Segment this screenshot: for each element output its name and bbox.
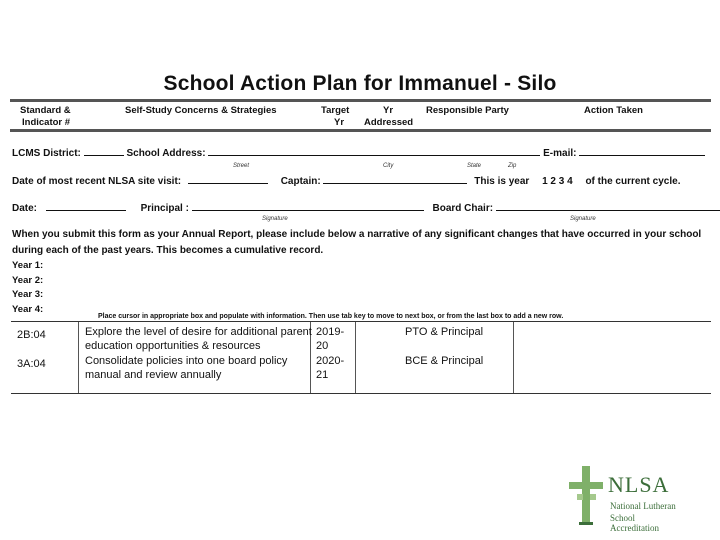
row1-concern-line1[interactable]: Explore the level of desire for additional parent [85,326,312,338]
column-divider [78,322,79,393]
city-caption: City [383,163,394,169]
year-3-label[interactable]: Year 3: [12,289,44,300]
header-indicator: Indicator # [22,117,71,128]
board-chair-signature-field[interactable] [496,202,720,211]
row1-indicator[interactable]: 2B:04 [17,329,46,341]
header-target: Target [321,105,350,116]
row1-target-line2[interactable]: 20 [316,340,329,352]
header-responsible: Responsible Party [426,105,509,116]
address-field[interactable] [208,147,540,156]
action-plan-table [11,321,711,394]
cycle-label: of the current cycle. [585,176,681,187]
form-line-visit [12,175,680,187]
principal-label: Principal : [140,203,189,214]
row1-target-line1[interactable]: 2019- [316,326,345,338]
address-label: School Address: [126,148,206,159]
district-label: LCMS District: [12,148,81,159]
district-field[interactable] [84,147,124,156]
header-addressed: Addressed [364,117,414,128]
date-label: Date: [12,203,38,214]
year-4-label[interactable]: Year 4: [12,303,44,315]
email-label: E-mail: [543,148,577,159]
row2-responsible-party[interactable]: BCE & Principal [405,355,484,367]
logo-line2: School Accreditation [610,513,659,533]
header-standard: Standard & [20,105,71,116]
year-label: This is year [474,176,530,187]
cross-icon [566,464,606,528]
header-target-yr: Yr [334,117,345,128]
nlsa-logo [566,464,676,533]
header-action: Action Taken [584,105,643,116]
board-chair-label: Board Chair: [432,203,494,214]
board-signature-caption: Signature [570,216,596,222]
state-caption: State [467,163,482,169]
zip-caption: Zip [508,163,517,169]
form-line-date [12,202,720,214]
row2-concern-line1[interactable]: Consolidate policies into one board policy [85,355,288,367]
page-title: School Action Plan for Immanuel - Silo [163,72,557,95]
table-instruction: Place cursor in appropriate box and populate with information. Then use tab key to move to next box, or from the last box to add a new row. [98,313,564,320]
email-field[interactable] [579,147,705,156]
year-1-label[interactable]: Year 1: [12,260,44,271]
row1-responsible-party[interactable]: PTO & Principal [405,326,484,338]
row2-target-line2[interactable]: 21 [316,369,329,381]
logo-line1: National Lutheran [610,501,676,511]
visit-date-field[interactable] [188,175,268,184]
year-2-label[interactable]: Year 2: [12,274,44,286]
header-yr: Yr [383,105,394,116]
visit-label: Date of most recent NLSA site visit: [12,176,182,187]
row2-concern-line2[interactable]: manual and review annually [85,369,222,381]
plan-header-band [10,99,711,132]
narrative-instructions: When you submit this form as your Annual Report, please include below a narrative of any significant changes that have occurred in your school during each of the past years. This becomes a cumulative record. [12,229,702,256]
row2-indicator[interactable]: 3A:04 [17,358,46,370]
form-line-district [12,147,705,159]
street-caption: Street [233,163,250,169]
date-field[interactable] [46,202,126,211]
principal-signature-field[interactable] [192,202,424,211]
principal-signature-caption: Signature [262,216,288,222]
captain-label: Captain: [280,176,321,187]
logo-acronym: NLSA [608,472,670,497]
row1-concern-line2[interactable]: education opportunities & resources [85,340,261,352]
year-options: 1 2 3 4 [542,176,573,187]
column-divider [355,322,356,393]
captain-field[interactable] [323,175,467,184]
year-list [12,259,43,317]
column-divider [513,322,514,393]
row2-target-line1[interactable]: 2020- [316,355,345,367]
header-concerns: Self-Study Concerns & Strategies [125,105,277,116]
